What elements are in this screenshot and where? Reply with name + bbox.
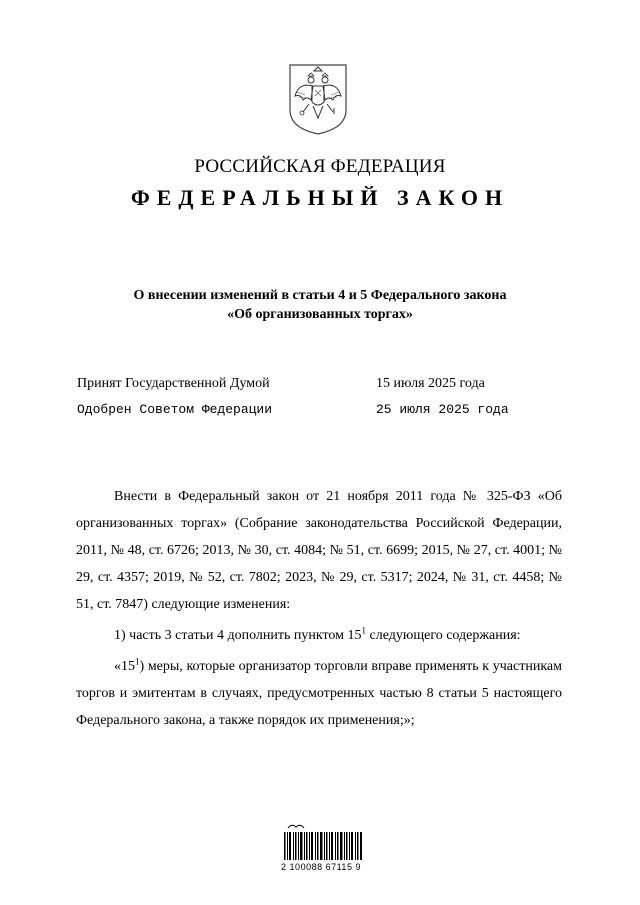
quoted-clause-text: ) меры, которые организатор торговли вправе применять к участникам торгов и эмитентам в случаях, предусмотренных частью 8 статьи 5 настоящего Федерального закона, а также порядок их применения;»;	[76, 659, 562, 728]
law-body	[76, 483, 562, 734]
barcode	[282, 822, 364, 860]
coat-of-arms-emblem	[287, 62, 349, 136]
country-name: РОССИЙСКАЯ ФЕДЕРАЦИЯ	[194, 156, 446, 177]
law-subject-title	[0, 286, 640, 324]
duma-adoption-date: 15 июля 2025 года	[376, 376, 485, 391]
subject-line-1: О внесении изменений в статьи 4 и 5 Федерального закона	[133, 288, 507, 303]
quoted-clause-number: «15	[114, 659, 135, 674]
item-1-superscript: 1	[361, 625, 367, 636]
duma-adoption-label: Принят Государственной Думой	[77, 376, 270, 391]
council-approval-label: Одобрен Советом Федерации	[77, 402, 273, 417]
item-1-text: 1) часть 3 статьи 4 дополнить пунктом 15	[114, 628, 362, 643]
barcode-number: 2 100088 67115 9	[281, 862, 361, 872]
quoted-clause-superscript: 1	[135, 656, 140, 667]
document-type-title: ФЕДЕРАЛЬНЫЙ ЗАКОН	[130, 185, 510, 210]
quoted-clause-paragraph	[76, 653, 562, 734]
item-1-tail: следующего содержания:	[366, 628, 521, 643]
item-1-paragraph	[76, 622, 562, 649]
council-approval-date: 25 июля 2025 года	[376, 402, 509, 417]
subject-line-2: «Об организованных торгах»	[227, 307, 413, 322]
intro-paragraph: Внести в Федеральный закон от 21 ноября 2011 года № 325-ФЗ «Об организованных торгах» (Собрание законодательства Российской Федерации, 2011, № 48, ст. 6726; 2013, № 30, ст. 4084; № 51, ст. 6699; 2015, № 27, ст. 4001; № 29, ст. 4357; 2019, № 52, ст. 7802; 2023, № 29, ст. 5317; 2024, № 31, ст. 4458; № 51, ст. 7847) следующие изменения:	[76, 489, 562, 612]
